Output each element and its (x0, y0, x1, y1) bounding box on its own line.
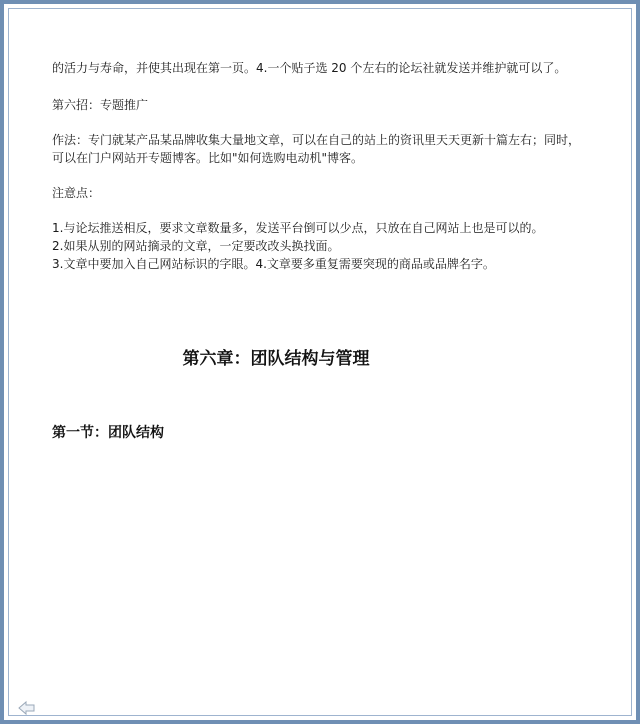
section-heading: 第一节：团队结构 (52, 425, 164, 441)
paragraph-notes-label: 注意点： (52, 186, 101, 200)
chapter-heading: 第六章：团队结构与管理 (182, 349, 370, 369)
note-item-2: 2.如果从别的网站摘录的文章，一定要改改头换找面。 (52, 239, 340, 253)
paragraph-line-1: 的活力与寿命，并使其出现在第一页。4.一个贴子选 20 个左右的论坛社就发送并维护就可以了。 (52, 61, 567, 75)
paragraph-line-method-1: 作法：专门就某产品某品牌收集大量地文章，可以在自己的站上的资讯里天天更新十篇左右；同时， (52, 133, 581, 147)
back-arrow-icon[interactable] (18, 700, 36, 716)
note-item-1: 1.与论坛推送相反，要求文章数量多，发送平台倒可以少点，只放在自己网站上也是可以的。 (52, 221, 544, 235)
paragraph-line-method-2: 可以在门户网站开专题博客。比如"如何选购电动机"博客。 (52, 151, 364, 165)
paragraph-heading-tip-six: 第六招：专题推广 (52, 98, 149, 112)
note-item-3: 3.文章中要加入自己网站标识的字眼。4.文章要多重复需要突现的商品或品牌名字。 (52, 257, 495, 271)
